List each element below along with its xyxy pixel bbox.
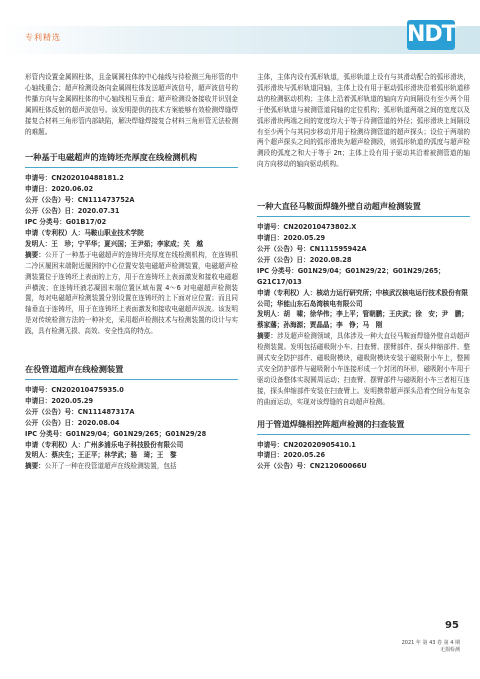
- publication-number: 公开（公告）号：CN111473752A: [25, 196, 135, 205]
- intro-paragraph: 形管内设置金属圆柱体，且金属圆柱体的中心轴线与待检测三角形管的中心轴线重合；超声检测设备向金属圆柱体发送超声波信号，超声波信号的传播方向与金属圆柱体的中心轴线相互垂直；超声检测设备接收并识别金属圆柱体反射的超声波信号。该发明提供的技术方案能够有效检测焊缝焊接复合材料三角形管内部缺陷，解决焊缝焊接复合材料三角形管无法检测的难题。: [25, 73, 238, 136]
- journal-issue: 2021 年 第 43 卷 第 4 期: [401, 640, 460, 646]
- publication-number: 公开（公告）号：CN111595942A: [257, 244, 367, 253]
- ipc-class: IPC 分类号：G01N29/04；G01N29/265；G01N29/28: [25, 429, 207, 438]
- abstract: [25, 250, 238, 337]
- abstract-text: 公开了一种在役管道超声在线检测装置，包括: [44, 462, 177, 471]
- inventors: 发明人：蔡庆生；王正平；林学武；骆 琦；王 黎: [25, 451, 177, 460]
- applicant: 申请（专利权）人：广州多浦乐电子科技股份有限公司: [25, 440, 184, 449]
- journal-info: [380, 640, 460, 654]
- abstract-text: 涉及超声检测领域，具体涉及一种大直径马鞍面焊缝外壁自动超声检测装置。发明包括磁吸附小车、扫查臂、摆臂部件、探头伸缩部件、整圆式安全防护部件、磁吸附模块，磁吸附模块安装于磁吸附小车上，整圆式安全防护部件与磁吸附小车连接形成一个封闭的环形，磁吸附小车用于驱动设备整体实现圆周运动；扫查臂、摆臂部件与磁吸附小车三者相互连接，探头伸缩部件安装在扫查臂上。发明携带超声探头沿着空间分布复杂的曲面运动，实现对该焊缝的自动超声检测。: [257, 332, 471, 406]
- publication-date: 公开（公告）日：2020.08.28: [257, 255, 352, 264]
- application-number: 申请号：CN202020905410.1: [257, 440, 356, 449]
- patent-entry: [25, 151, 238, 337]
- patent-title: 一种大直径马鞍面焊缝外壁自动超声检测装置: [257, 201, 421, 212]
- patent-entry: [25, 363, 238, 472]
- publication-date: 公开（公告）日：2020.08.04: [25, 418, 120, 427]
- patent-title: 一种基于电磁超声的连铸坯壳厚度在线检测机构: [25, 152, 197, 163]
- applicant: 申请（专利权）人：马鞍山职业技术学院: [25, 228, 144, 237]
- page-number: 95: [445, 620, 459, 631]
- abstract: [25, 461, 238, 472]
- inventors: 发明人：胡 啸；徐华伟；李上平；管朝鹏；王庆武；徐 安；尹 鹏；蔡家藩；孙海源；贾晶晶；李 铮；马 刚: [257, 310, 468, 330]
- application-number: 申请号：CN202010473802.X: [257, 223, 357, 232]
- journal-logo: NDT: [407, 20, 455, 50]
- continued-paragraph: 主体，主体内设有弧形轨道，弧形轨道上设有与其滑动配合的弧形滑块，弧形滑块与弧形轨道同轴，主体上设有用于驱动弧形滑块沿着弧形轨道移动的检测驱动机构；主体上沿着弧形轨道的轴向方向间隔设有至少两个用于使弧形轨道与被测管道同轴的定位机构；弧形轨道两端之间的宽度以及弧形滑块两端之间的宽度均大于等于待测管道的外径；弧形滑块上间隔设有至少两个与其同步移动并用于检测待测管道的超声探头；设位于两端的两个超声探头之间的弧形滑块为超声检测段，则弧形轨道的弧度与超声检测段的弧度之和大于等于 2π；主体上设有用于驱动其沿着被测管道的轴向方向移动的轴向驱动机构。: [257, 73, 470, 169]
- abstract: [257, 331, 470, 407]
- patent-title: 在役管道超声在线检测装置: [25, 364, 124, 375]
- publication-number: 公开（公告）号：CN212060066U: [257, 462, 367, 471]
- title-rule: [25, 379, 238, 380]
- patent-entry: [257, 418, 470, 473]
- title-rule: [257, 216, 470, 217]
- ipc-class: IPC 分类号：G01N29/04；G01N29/22；G01N29/265；G21C17/013: [257, 266, 445, 286]
- publication-date: 公开（公告）日：2020.07.31: [25, 207, 120, 216]
- patent-entry: [257, 200, 470, 407]
- application-date: 申请日：2020.05.29: [25, 396, 94, 405]
- journal-name: 无损检测: [439, 647, 460, 653]
- title-rule: [257, 434, 470, 435]
- left-column: [25, 72, 238, 472]
- abstract-label: 摘要：: [257, 332, 277, 341]
- title-rule: [25, 167, 238, 168]
- application-date: 申请日：2020.05.29: [257, 234, 326, 243]
- right-column: [257, 72, 470, 472]
- application-date: 申请日：2020.05.26: [257, 451, 326, 460]
- application-date: 申请日：2020.06.02: [25, 185, 94, 194]
- abstract-text: 公开了一种基于电磁超声的连铸坯壳厚度在线检测机构，在连铸机二冷区履困末端附近履困的中心位置安装电磁超声检测装置，电磁超声检测装置位于连铸坯上表面的上方，用于在连铸坯上表面激发和接收电磁超声横波；在连铸坯液芯凝固末端位置区域布置 4～6 对电磁超声检测装置，每对电磁超声检测装置分别设置在连铸坯的上下面对应位置；而且同轴垂直于连铸坯，用于在连铸坯上表面激发和接收电磁超声纵波。该发明是对传统检测方法的一种补充，采用超声检测技术与检测装置的设计与实践，具有检测无损、高效、安全性高的特点。: [25, 250, 239, 336]
- inventors: 发明人：王 珍；宁平华；夏兴国；王尹茹；李家成；关 越: [25, 239, 204, 248]
- application-number: 申请号：CN202010488181.2: [25, 174, 124, 183]
- abstract-label: 摘要：: [25, 250, 45, 259]
- patent-title: 用于管道焊缝相控阵超声检测的扫查装置: [257, 418, 405, 429]
- ipc-class: IPC 分类号：G01B17/02: [25, 218, 107, 227]
- abstract-label: 摘要：: [25, 462, 45, 471]
- application-number: 申请号：CN202010475935.0: [25, 386, 124, 395]
- publication-number: 公开（公告）号：CN111487317A: [25, 407, 135, 416]
- page-header: [0, 0, 480, 52]
- applicant: 申请（专利权）人：核动力运行研究所；中核武汉核电运行技术股份有限公司；华能山东石岛湾核电有限公司: [257, 288, 468, 308]
- section-label: 专利精选: [25, 33, 61, 42]
